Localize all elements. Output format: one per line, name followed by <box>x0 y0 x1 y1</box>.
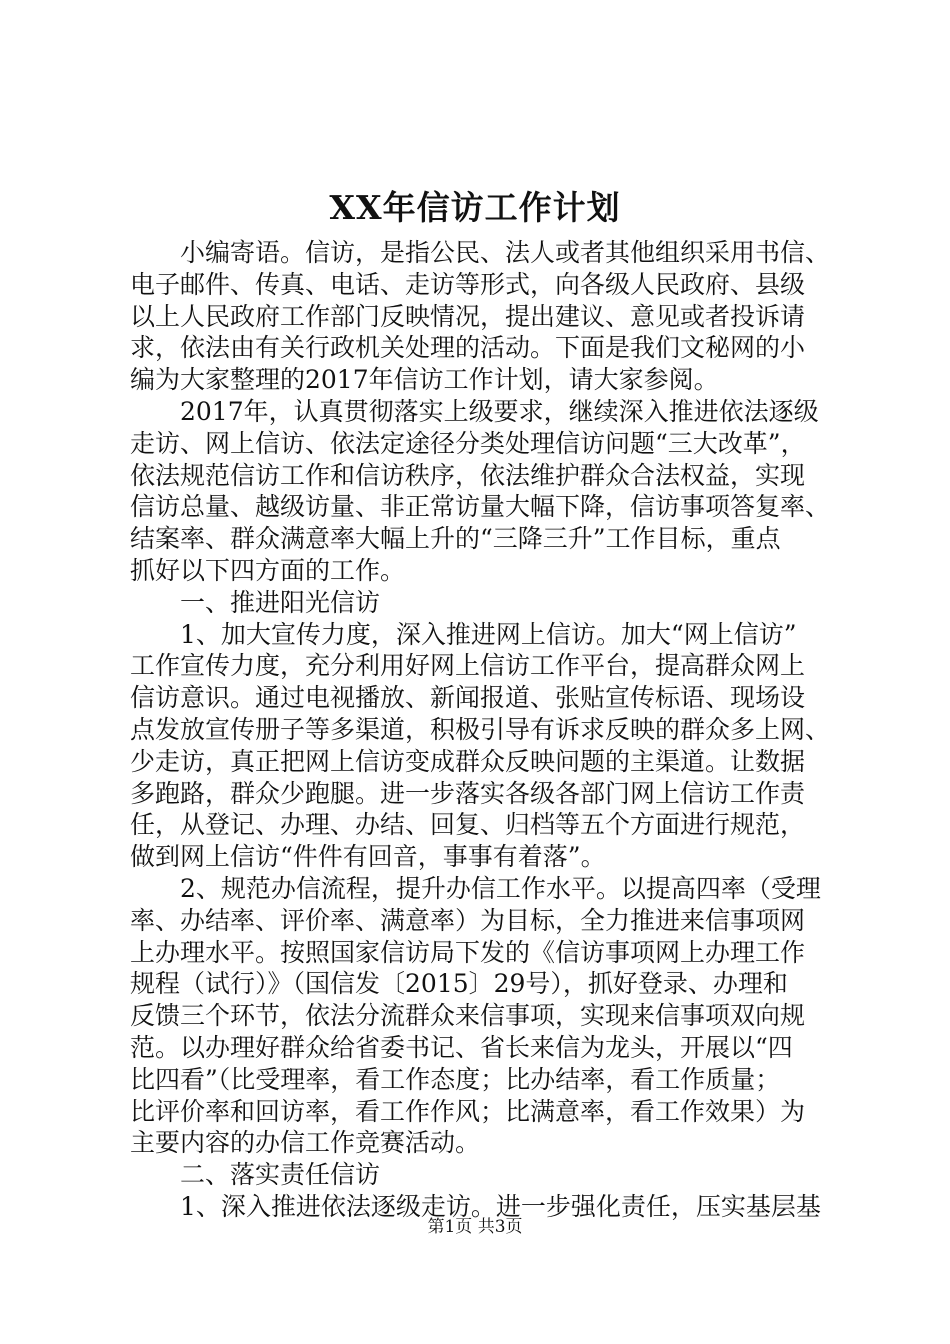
text-line: 结案率、群众满意率大幅上升的“三降三升”工作目标，重点 <box>130 524 781 553</box>
text-line: 抓好以下四方面的工作。 <box>130 556 406 585</box>
text-line: 依法规范信访工作和信访秩序，依法维护群众合法权益，实现 <box>130 461 806 490</box>
text-line: 上办理水平。按照国家信访局下发的《信访事项网上办理工作 <box>130 938 806 967</box>
text-line: 范。以办理好群众给省委书记、省长来信为龙头，开展以“四 <box>130 1033 793 1062</box>
text-line: 以上人民政府工作部门反映情况，提出建议、意见或者投诉请 <box>130 302 806 331</box>
text-line: 2、规范办信流程，提升办信工作水平。以提高四率（受理 <box>180 874 821 903</box>
section-heading: 二、落实责任信访 <box>180 1160 381 1189</box>
text-line: 比四看”（比受理率，看工作态度；比办结率，看工作质量； <box>130 1065 781 1094</box>
section-heading: 一、推进阳光信访 <box>180 588 381 617</box>
text-line: 少走访，真正把网上信访变成群众反映问题的主渠道。让数据 <box>130 747 806 776</box>
text-line: 反馈三个环节，依法分流群众来信事项，实现来信事项双向规 <box>130 1001 806 1030</box>
text-line: 主要内容的办信工作竞赛活动。 <box>130 1128 481 1157</box>
text-line: 多跑路，群众少跑腿。进一步落实各级各部门网上信访工作责 <box>130 779 806 808</box>
text-line: 规程（试行）》（国信发〔2015〕29号），抓好登录、办理和 <box>130 969 788 998</box>
text-line: 点发放宣传册子等多渠道，积极引导有诉求反映的群众多上网、 <box>130 715 830 744</box>
text-line: 工作宣传力度，充分利用好网上信访工作平台，提高群众网上 <box>130 651 806 680</box>
text-line: 2017年，认真贯彻落实上级要求，继续深入推进依法逐级 <box>180 397 819 426</box>
text-line: 编为大家整理的2017年信访工作计划，请大家参阅。 <box>130 365 719 394</box>
text-line: 率、办结率、评价率、满意率）为目标，全力推进来信事项网 <box>130 906 806 935</box>
text-line: 信访意识。通过电视播放、新闻报道、张贴宣传标语、现场设 <box>130 683 806 712</box>
text-line: 求，依法由有关行政机关处理的活动。下面是我们文秘网的小 <box>130 333 806 362</box>
text-line: 信访总量、越级访量、非正常访量大幅下降，信访事项答复率、 <box>130 492 830 521</box>
text-line: 1、加大宣传力度，深入推进网上信访。加大“网上信访” <box>180 620 797 649</box>
text-line: 做到网上信访“件件有回音，事事有着落”。 <box>130 842 606 871</box>
document-title: XX年信访工作计划 <box>329 188 621 227</box>
text-line: 比评价率和回访率，看工作作风；比满意率，看工作效果）为 <box>130 1097 806 1126</box>
page-number-footer: 第1页 共3页 <box>427 1217 523 1237</box>
text-line: 走访、网上信访、依法定途径分类处理信访问题“三大改革”， <box>130 429 806 458</box>
text-line: 小编寄语。信访，是指公民、法人或者其他组织采用书信、 <box>180 238 830 267</box>
text-line: 任，从登记、办理、办结、回复、归档等五个方面进行规范， <box>130 810 806 839</box>
text-line: 1、深入推进依法逐级走访。进一步强化责任，压实基层基 <box>180 1192 821 1221</box>
text-line: 电子邮件、传真、电话、走访等形式，向各级人民政府、县级 <box>130 270 806 299</box>
